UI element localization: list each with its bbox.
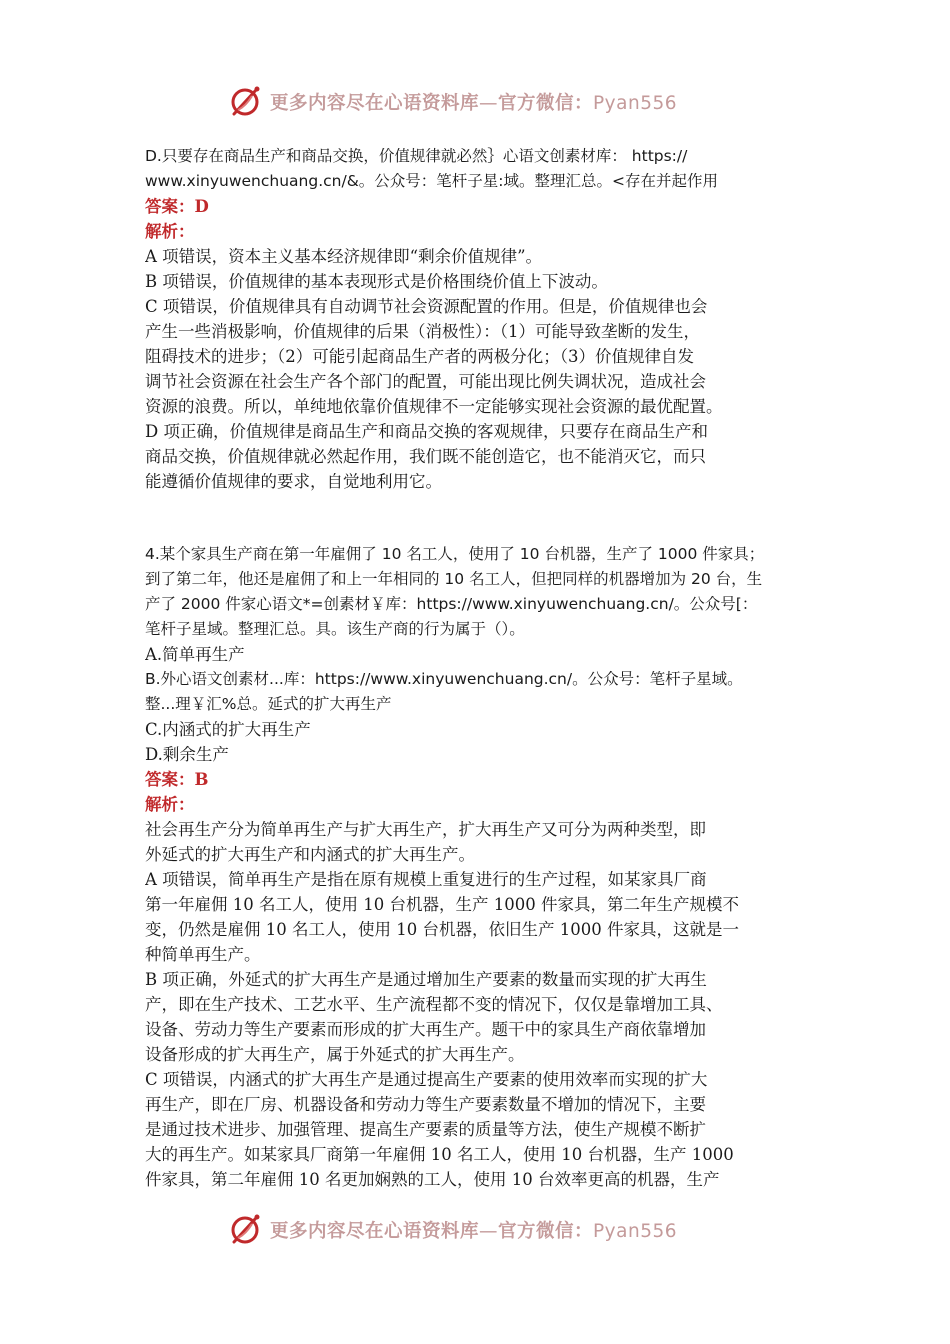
analysis-line: 产，即在生产技术、工艺水平、生产流程都不变的情况下，仅仅是靠增加工具、: [145, 995, 723, 1014]
answer-label: 答案：D: [145, 197, 209, 216]
analysis-line: 再生产，即在厂房、机器设备和劳动力等生产要素数量不增加的情况下，主要: [145, 1095, 706, 1114]
header-watermark: [0, 80, 950, 124]
analysis-line: D 项正确，价值规律是商品生产和商品交换的客观规律，只要存在商品生产和: [145, 422, 708, 441]
analysis-line: 阻碍技术的进步；（2）可能引起商品生产者的两极分化；（3）价值规律自发: [145, 347, 694, 366]
analysis-line: 外延式的扩大再生产和内涵式的扩大再生产。: [145, 845, 475, 864]
analysis-line: C 项错误，价值规律具有自动调节社会资源配置的作用。但是，价值规律也会: [145, 297, 708, 316]
analysis-line: B 项错误，价值规律的基本表现形式是价格围绕价值上下波动。: [145, 272, 608, 291]
analysis-line: 变，仍然是雇佣 10 名工人，使用 10 台机器，依旧生产 1000 件家具，这就是一: [145, 920, 739, 939]
analysis-line: 设备、劳动力等生产要素而形成的扩大再生产。题干中的家具生产商依靠增加: [145, 1020, 706, 1039]
question-text-line: 笔杆子星域。整理汇总。具。该生产商的行为属于（）。: [145, 620, 525, 638]
option-d-line: D.只要存在商品生产和商品交换，价值规律就必然｝心语文创素材库： https://: [145, 147, 688, 165]
question-text-line: 4.某个家具生产商在第一年雇佣了 10 名工人，使用了 10 台机器，生产了 1000 件家具；: [145, 545, 765, 563]
option-b: B.外心语文创素材...库：https://www.xinyuwenchuang.cn/。公众号：笔杆子星域。: [145, 670, 743, 688]
analysis-line: 能遵循价值规律的要求，自觉地利用它。: [145, 472, 442, 491]
analysis-line: 件家具，第二年雇佣 10 名更加娴熟的工人，使用 10 台效率更高的机器，生产: [145, 1170, 720, 1189]
analysis-line: 第一年雇佣 10 名工人，使用 10 台机器，生产 1000 件家具，第二年生产规模不: [145, 895, 739, 914]
analysis-label: 解析：: [145, 795, 195, 814]
analysis-line: 产生一些消极影响，价值规律的后果（消极性）：（1）可能导致垄断的发生，: [145, 322, 700, 341]
watermark-text: 更多内容尽在心语资料库—官方微信：Pyan556: [270, 1221, 678, 1242]
analysis-line: 调节社会资源在社会生产各个部门的配置，可能出现比例失调状况，造成社会: [145, 372, 706, 391]
analysis-line: 资源的浪费。所以，单纯地依靠价值规律不一定能够实现社会资源的最优配置。: [145, 397, 723, 416]
option-d: D.剩余生产: [145, 745, 229, 764]
analysis-line: 设备形成的扩大再生产，属于外延式的扩大再生产。: [145, 1045, 525, 1064]
watermark-text: 更多内容尽在心语资料库—官方微信：Pyan556: [270, 93, 678, 114]
analysis-line: C 项错误，内涵式的扩大再生产是通过提高生产要素的使用效率而实现的扩大: [145, 1070, 708, 1089]
footer-watermark: [0, 1208, 950, 1252]
question-text-line: 产了 2000 件家心语文*=创素材￥库：https://www.xinyuwenchuang.cn/。公众号[：: [145, 595, 758, 613]
answer-label: 答案：B: [145, 770, 209, 789]
analysis-line: 种简单再生产。: [145, 945, 261, 964]
question-3-tail: [145, 144, 815, 494]
analysis-line: 商品交换，价值规律就必然起作用，我们既不能创造它，也不能消灭它，而只: [145, 447, 706, 466]
analysis-line: 社会再生产分为简单再生产与扩大再生产，扩大再生产又可分为两种类型，即: [145, 820, 706, 839]
option-a: A.简单再生产: [145, 645, 245, 664]
analysis-line: B 项正确，外延式的扩大再生产是通过增加生产要素的数量而实现的扩大再生: [145, 970, 707, 989]
analysis-line: A 项错误，资本主义基本经济规律即“剩余价值规律”。: [145, 247, 543, 266]
question-4: [145, 542, 815, 1192]
brush-logo-icon: [228, 1212, 264, 1248]
brush-logo-icon: [228, 84, 264, 120]
option-b-cont: 整...理￥汇%总。延式的扩大再生产: [145, 695, 392, 713]
option-d-line: www.xinyuwenchuang.cn/&。公众号：笔杆子星:域。整理汇总。<存在并起作用: [145, 172, 718, 190]
option-c: C.内涵式的扩大再生产: [145, 720, 311, 739]
question-text-line: 到了第二年，他还是雇佣了和上一年相同的 10 名工人，但把同样的机器增加为 20 台，生: [145, 570, 763, 588]
analysis-line: 大的再生产。如某家具厂商第一年雇佣 10 名工人，使用 10 台机器，生产 1000: [145, 1145, 734, 1164]
analysis-line: 是通过技术进步、加强管理、提高生产要素的质量等方法，使生产规模不断扩: [145, 1120, 706, 1139]
analysis-line: A 项错误，简单再生产是指在原有规模上重复进行的生产过程，如某家具厂商: [145, 870, 707, 889]
analysis-label: 解析：: [145, 222, 195, 241]
